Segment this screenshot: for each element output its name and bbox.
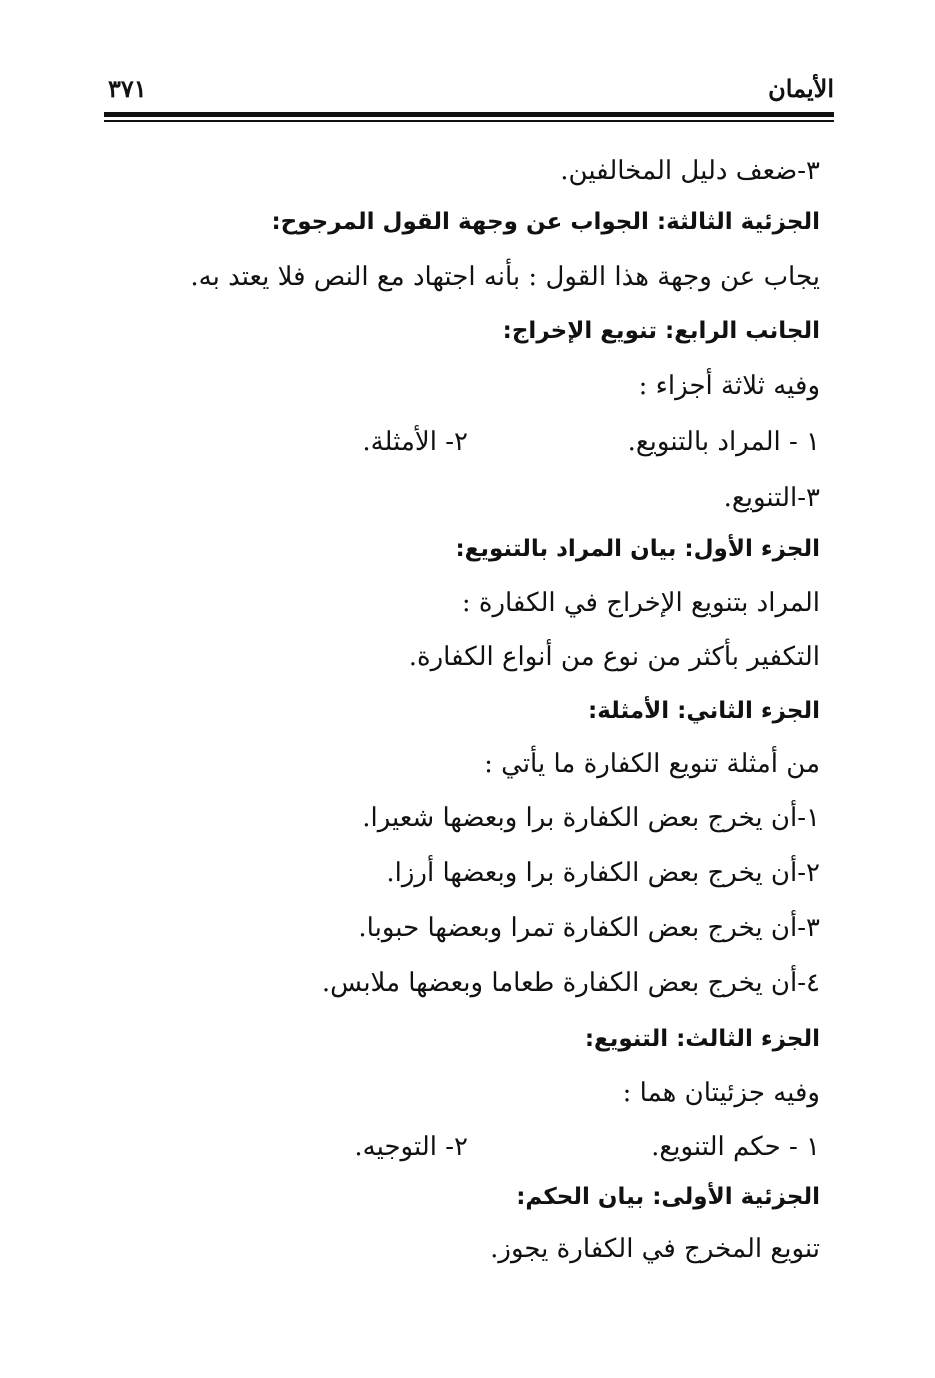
list-item: ٢- التوجيه. xyxy=(354,1132,468,1162)
section-heading: الجزئية الثالثة: الجواب عن وجهة القول المرجوح: xyxy=(271,209,820,235)
list-item: ٢- الأمثلة. xyxy=(362,427,468,457)
list-item: ١-أن يخرج بعض الكفارة برا وبعضها شعيرا. xyxy=(362,803,820,833)
list-item: ١ - المراد بالتنويع. xyxy=(627,427,820,457)
section-heading: الجزء الأول: بيان المراد بالتنويع: xyxy=(455,536,820,562)
page-number: ٣٧١ xyxy=(108,74,147,103)
header-rule-thin xyxy=(104,120,834,122)
running-title: الأيمان xyxy=(768,74,834,103)
body-line: ٣-التنويع. xyxy=(723,483,820,513)
section-heading: الجزء الثاني: الأمثلة: xyxy=(588,698,820,724)
list-item: ٢-أن يخرج بعض الكفارة برا وبعضها أرزا. xyxy=(386,858,820,888)
body-line: تنويع المخرج في الكفارة يجوز. xyxy=(490,1234,820,1264)
header-rule-thick xyxy=(104,112,834,117)
body-line: ٣-ضعف دليل المخالفين. xyxy=(560,156,820,186)
list-item: ١ - حكم التنويع. xyxy=(651,1132,820,1162)
body-line: من أمثلة تنويع الكفارة ما يأتي : xyxy=(484,749,820,779)
body-line: التكفير بأكثر من نوع من أنواع الكفارة. xyxy=(408,642,820,672)
section-heading: الجانب الرابع: تنويع الإخراج: xyxy=(502,318,820,344)
section-heading: الجزئية الأولى: بيان الحكم: xyxy=(516,1184,820,1210)
body-line: وفيه ثلاثة أجزاء : xyxy=(638,371,820,401)
list-item: ٣-أن يخرج بعض الكفارة تمرا وبعضها حبوبا. xyxy=(358,913,820,943)
page-header xyxy=(104,70,834,103)
body-line: وفيه جزئيتان هما : xyxy=(622,1078,820,1108)
section-heading: الجزء الثالث: التنويع: xyxy=(584,1026,820,1052)
body-line: يجاب عن وجهة هذا القول : بأنه اجتهاد مع النص فلا يعتد به. xyxy=(190,262,820,292)
list-item: ٤-أن يخرج بعض الكفارة طعاما وبعضها ملابس. xyxy=(321,968,820,998)
body-line: المراد بتنويع الإخراج في الكفارة : xyxy=(461,588,820,618)
